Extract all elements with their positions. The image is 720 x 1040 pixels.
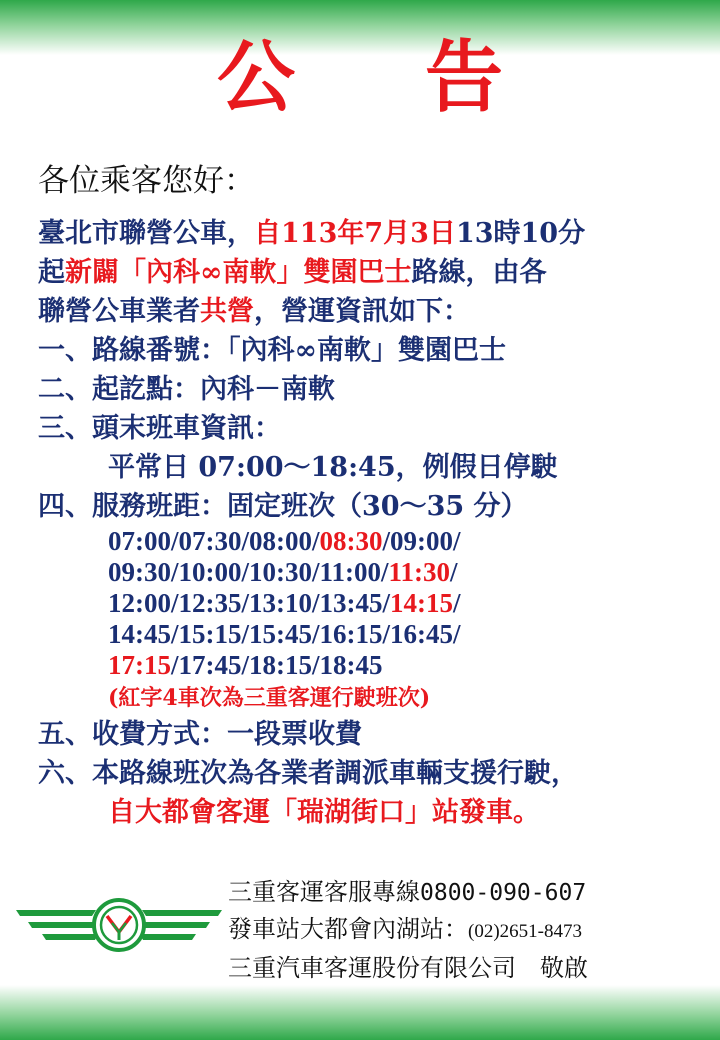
intro-route-name: 新闢「內科∞南軟」雙園巴士 <box>65 257 412 288</box>
intro-line-1 <box>38 214 708 253</box>
schedule-time-red: 14:15 <box>389 588 453 618</box>
item-firstlast-title: 三、頭末班車資訊： <box>38 413 281 444</box>
intro-joint-operation: 共營 <box>200 296 254 327</box>
schedule-times: 12:00/12:35/13:10/13:45/ <box>108 588 390 618</box>
schedule-row <box>38 619 708 650</box>
notice-title <box>0 28 720 128</box>
item-firstlast-detail: 平常日 07:00～18:45，例假日停駛 <box>108 452 558 483</box>
schedule-times: 09:30/10:00/10:30/11:00/ <box>108 557 389 587</box>
schedule-row <box>38 588 708 619</box>
item-fare: 五、收費方式：一段票收費 <box>38 719 362 750</box>
intro-text: ，營運資訊如下： <box>254 296 470 327</box>
station-line <box>228 911 588 950</box>
bus-company-winged-logo-icon <box>14 896 224 956</box>
schedule-times: 14:45/15:15/15:45/16:15/16:45/ <box>108 619 461 649</box>
schedule-row <box>38 650 708 681</box>
hotline-number: 0800-090-607 <box>420 880 587 906</box>
intro-text: 臺北市聯營公車， <box>38 218 254 249</box>
intro-text: 起 <box>38 257 65 288</box>
company-signature: 三重汽車客運股份有限公司 敬啟 <box>228 954 588 982</box>
intro-time: 13時10分 <box>455 218 586 249</box>
item-dispatch: 六、本路線班次為各業者調派車輛支援行駛， <box>38 758 578 789</box>
intro-date: 自113年7月3日 <box>254 218 456 249</box>
bottom-green-band <box>0 985 720 1040</box>
item-route: 一、路線番號：「內科∞南軟」雙園巴士 <box>38 335 506 366</box>
station-label: 發車站大都會內湖站： <box>228 915 468 943</box>
contact-info <box>228 874 588 986</box>
schedule-times: / <box>452 588 461 618</box>
item-dispatch-origin: 自大都會客運「瑞湖街口」站發車。 <box>108 797 540 828</box>
intro-text: 聯營公車業者 <box>38 296 200 327</box>
schedule-row <box>38 557 708 588</box>
title-char-right: 告 <box>425 32 504 123</box>
schedule-times: 07:00/07:30/08:00/ <box>108 526 320 556</box>
schedule-times: /09:00/ <box>382 526 461 556</box>
greeting: 各位乘客您好： <box>38 163 255 199</box>
item-interval-title: 四、服務班距：固定班次（30～35 分） <box>38 491 528 522</box>
schedule-time-red: 08:30 <box>319 526 383 556</box>
hotline-label: 三重客運客服專線 <box>228 878 420 906</box>
title-char-left: 公 <box>216 32 295 123</box>
intro-line-3 <box>38 292 708 331</box>
item-endpoints: 二、起訖點：內科－南軟 <box>38 374 335 405</box>
notice-body <box>38 214 708 832</box>
station-phone: (02)2651-8473 <box>468 921 582 942</box>
schedule-times: / <box>450 557 458 587</box>
schedule-row <box>38 526 708 557</box>
schedule-time-red: 17:15 <box>108 650 171 680</box>
schedule-note: (紅字4車次為三重客運行駛班次) <box>108 685 431 711</box>
schedule-times: /17:45/18:15/18:45 <box>171 650 383 680</box>
hotline-line <box>228 874 588 911</box>
schedule-time-red: 11:30 <box>388 557 450 587</box>
intro-text: 路線，由各 <box>411 257 547 288</box>
intro-line-2 <box>38 253 708 292</box>
